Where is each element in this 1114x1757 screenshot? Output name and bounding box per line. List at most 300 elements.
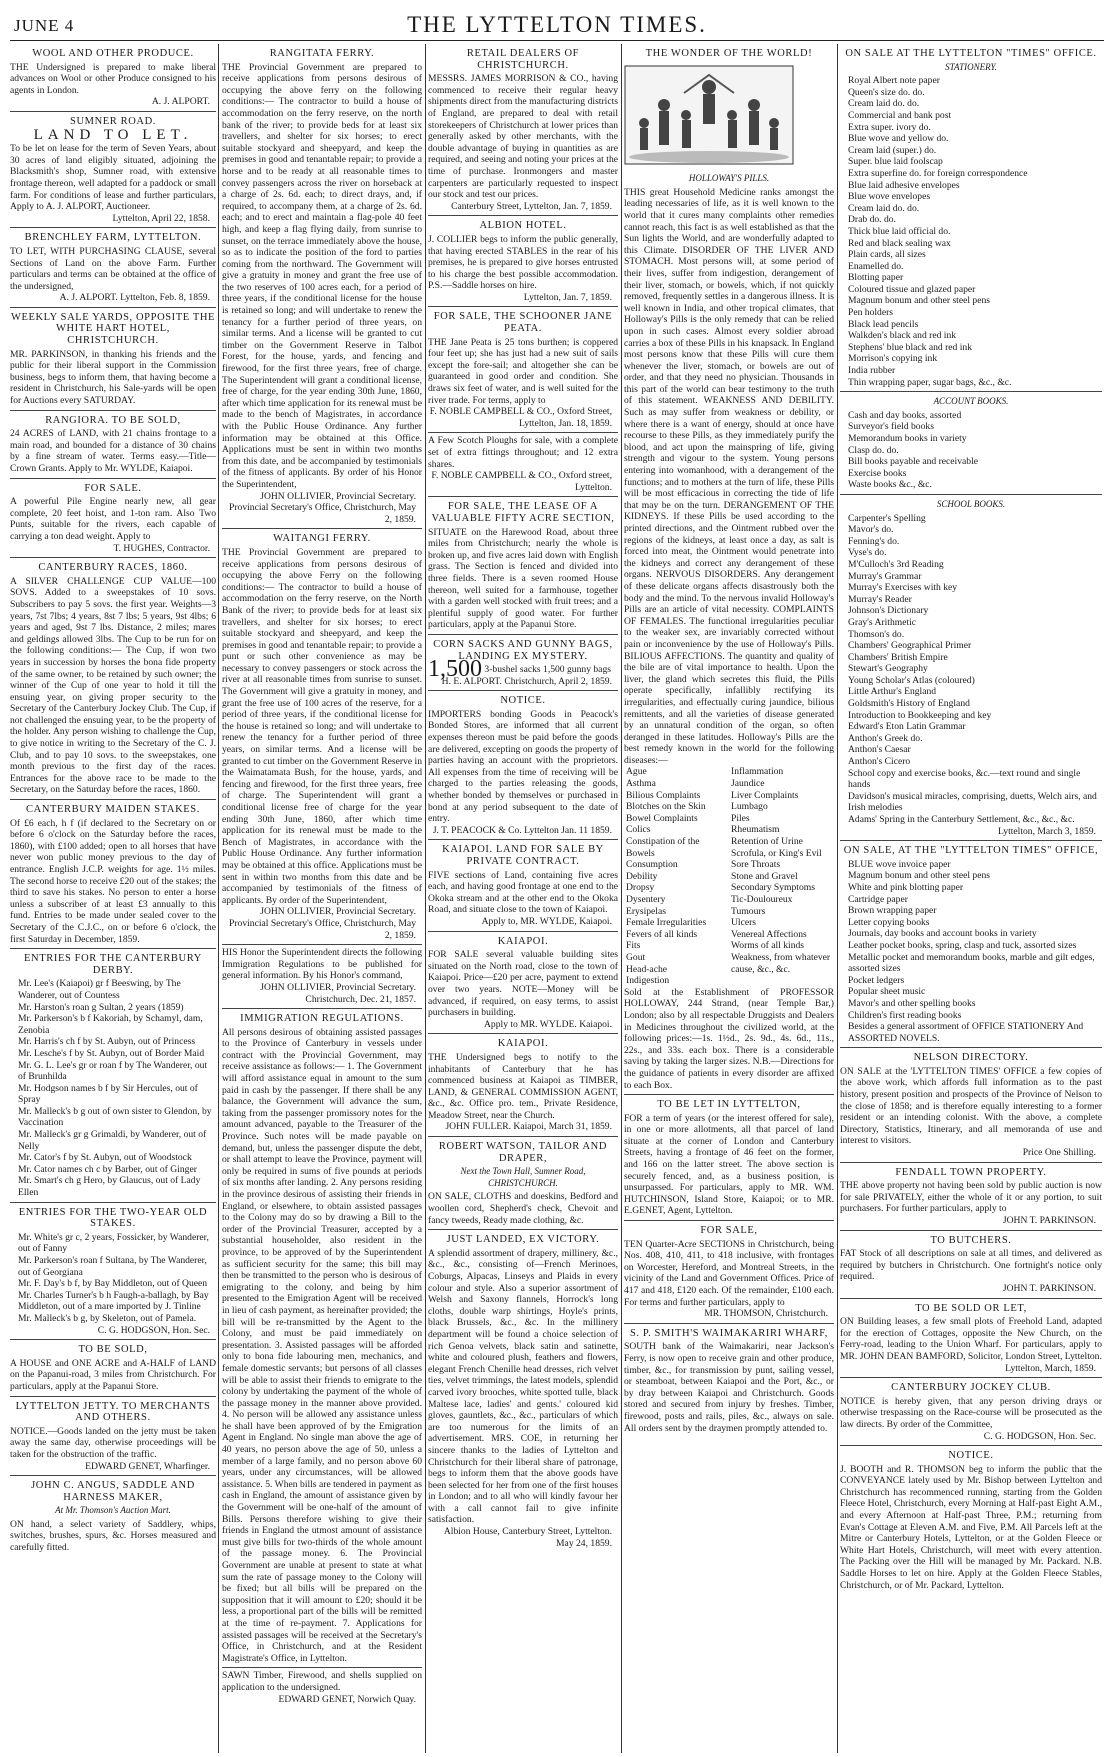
disease-item: Piles [731,812,750,824]
advertisement [428,1137,618,1230]
advertisement [222,1668,422,1708]
ad-body: ON hand, a select variety of Saddlery, whips, switches, brushes, spurs, &c. Horses measured and carefully fitted. [10,1518,216,1554]
ad-list-item: Blue wove envelopes [848,191,931,203]
ad-signature: JOHN OLLIVIER, Provincial Secretary. Provincial Secretary's Office, Christchurch, May 2, 1859. [229,906,416,941]
advertisement [624,1324,834,1437]
ad-body: TO LET, WITH PURCHASING CLAUSE, several Sections of Land on the above Farm. Further particulars and terms can be obtained at the office of the undersigned, [10,245,216,292]
ad-subheading: ACCOUNT BOOKS. [933,396,1009,407]
ad-list-item: Cash and day books, assorted [848,409,962,421]
disease-item: Ulcers [731,917,757,929]
ad-body: THE Undersigned begs to notify to the inhabitants of Canterbury that he has commenced business at Kaiapoi as TIMBER, LAND, & GENERAL COMMISSION AGENT, &c., &c. Office pro. tem., Private Residence, Meadow Street, near the Church. [428,1051,618,1121]
disease-item: Inflammation [731,766,784,778]
ad-signature: JOHN T. PARKINSON. [1002,1215,1096,1226]
ad-signature: J. T. PEACOCK & Co. Lyttelton Jan. 11 1859. [432,824,612,836]
ad-heading: BRENCHLEY FARM, LYTTELTON. [24,232,202,244]
ad-list-item: M'Culloch's 3rd Reading [848,558,944,570]
disease-item: Constipation of the Bowels [626,836,700,859]
ad-list-item: Extra superfine do. for foreign correspondence [848,167,1028,179]
ad-heading: ON SALE, AT THE "LYTTELTON TIMES" OFFICE, [843,845,1099,857]
ad-heading: TO BE SOLD, [78,1344,148,1356]
ad-body: THE Provincial Government are prepared to receive applications from persons desirous of occupying the above Ferry on the following conditions:— The contractor to build a house of accommodation on the ferry reserve, on the North Bank of the river; to provide beds for at least six travellers, and shelter for six horses; to erect suitable stockyard and sheepyard, and keep the premises in good and tenantable repair; to provide a punt or such other convenience as may be necessary to convey passengers or stock across the river at all reasonable times from sunrise to sunset. The Government will give a gratuity in money, and grant the free use of 100 acres of the reserve, for a period of three years, if the conditional license for the house is retained so long; and will undertake to renew the tenancy for a further period of three years, on similar terms. And a license will be granted to cut timber on the Government Reserve in the Waimatamata Bush, for the house, yards, and fencing and firewood, for the first three years, free of charge. The Superintendent will grant a conditional license free of charge for the year ending 30th June, 1860, after which time application for its renewal must be made to the Bench of Magistrates, in accordance with the Public House Ordinance. Any further information may be obtained at this office. Applications must be sent in within two months from this date and be accompanied by testimonials of the fitness of applicants. By order of the Superintendent, [222,546,422,906]
advertisement [840,841,1102,1048]
ad-list-item: Besides a general assortment of OFFICE STATIONERY And ASSORTED NOVELS. [848,1021,1084,1044]
ad-heading: RANGITATA FERRY. [269,48,375,59]
disease-item: Dropsy [626,882,655,894]
ad-heading: SUMNER ROAD. [70,115,156,127]
advertisement [428,1034,618,1137]
ad-list-item: Anthon's Caesar [848,744,911,756]
ad-list-item: Mr. Cator names ch c by Barber, out of Ginger [18,1163,197,1175]
ad-list-item: Mr. Cator's f by St. Aubyn, out of Woodstock [18,1152,192,1164]
ad-heading: JOHN C. ANGUS, SADDLE AND HARNESS MAKER, [31,1480,195,1503]
ad-signature: T. HUGHES, Contractor. [113,542,210,554]
advertisement [428,932,618,1035]
ad-body: J. BOOTH and R. THOMSON beg to inform the public that the CONVEYANCE lately used by Mr. Bishop between Lyttelton and Christchurch has recommenced running, starting from the Golden Fleece Hotel, Christchurch, every Morning at Half-past Eight A.M., and every Afternoon at Half-past Three, P.M.; returning from Evan's Cottage at Eleven A.M. and Five, P.M. All Parcels left at the Mitre or Canterbury Hotels, Lyttelton, or at the Golden Fleece or White Hart Hotels, Christchurch, will meet with every attention. The Packing over the Hill will be managed by Mr. Packard. N.B. Saddle Horses to let on hire. Apply at the Golden Fleece Stables, Christchurch, or of Mr. Packard, Lyttelton. [840,1463,1102,1591]
ad-heading: JUST LANDED, EX VICTORY. [446,1234,600,1246]
ad-subheading: Next the Town Hall, Sumner Road, CHRISTCHURCH. [460,1166,586,1188]
advertisement [10,1476,216,1557]
ad-heading: IMMIGRATION REGULATIONS. [240,1013,404,1025]
disease-item: Stone and Gravel [731,870,798,882]
ad-heading: TO BE LET IN LYTTELTON, [657,1099,801,1111]
masthead-rule [10,40,1104,41]
ad-list-item: Carpenter's Spelling [848,512,926,524]
ad-list-item: Extra super. ivory do. [848,121,931,133]
ad-body: NOTICE.—Goods landed on the jetty must be taken away the same day, otherwise proceedings will be taken for the obstruction of the traffic. [10,1425,216,1460]
advertisement [428,840,618,931]
ad-heading: NOTICE. [500,695,546,707]
disease-item: Fits [626,940,641,952]
ad-heading: FOR SALE. [84,482,142,494]
ad-body: To be let on lease for the term of Seven Years, about 30 acres of land eligibly situated, adjoining the Blacksmith's shop, Sumner road, with extensive frontage thereon, well adapted for a paddock or small farm. For conditions of lease and further particulars, Apply to A. J. ALPORT, Auctioneer. [10,143,216,213]
ad-body: SOUTH bank of the Waimakariri, near Jackson's Ferry, is now open to receive grain and other produce, timber, &c., for transmission by punt, sailing vessel, or steamboat, between Kaiapoi and the Port, &c., or by dray between Kaiapoi and Christchurch. Goods stored and secured from injury by freshes. Timber, firewood, posts and rails, piles, &c., always on sale. All orders sent by the draymen promptly attended to. [624,1341,834,1434]
ad-list-item: Adams' Spring in the Canterbury Settlement, &c., &c., &c. [848,814,1075,825]
ad-list-item: Pocket ledgers [848,974,905,986]
ad-heading: ON SALE AT THE LYTTELTON "TIMES" OFFICE. [845,48,1097,59]
ad-list-item: Mr. Charles Turner's b h Faugh-a-ballagh, by Bay Middleton, out of a mare imported by J. Tinline [18,1289,209,1313]
ad-list-item: Young Scholar's Atlas (coloured) [848,674,975,686]
advertisement [840,392,1102,495]
ad-list-item: Enamelled do. [848,260,904,272]
ad-heading: THE WONDER OF THE WORLD! [645,48,813,59]
ad-list-item: Surveyor's field books [848,421,934,433]
advertisement [428,691,618,840]
ad-list-item: Gray's Arithmetic [848,616,917,628]
ad-list-item: Queen's size do. do. [848,86,925,98]
ad-body: All persons desirous of obtaining assisted passages to the Province of Canterbury in vessels under contract with the Provincial Government, may receive assistance as follows:— 1. The Government will afford assistance equal in amount to the sum paid in cash by the passenger. If there shall be any balance, the Government will advance the sum, taking from the passenger promissory notes for the amount advanced, payable to the Treasurer of the Province. Such notes will be made payable on demand, but, unless the passenger dispute the debt, or shall attempt to leave the Province, payment will only be required in sums of five pounds at periods of six months after landing. 2. Any persons residing in the province desirous of assisting their friends in England, or elsewhere, to obtain assisted passages to the Colony may do so by drawing a Bill to the order of the Provincial Treasurer, accepted by a substantial householder, also resident in the province, to be approved of by the Superintendent as sufficient security for the same; this bill may then be transmitted to the person who is desirous of emigrating to the colony, and being by him presented to the Emigration Agent will be received in lieu of cash payment, as hereinafter provided; the bill will be re-transmitted by the Agent to the Colony, and must be paid immediately on presentation. 3. Assisted passages will be afforded only to bona fide labouring men, mechanics, and female domestic servants; but persons of all classes will be able to assist their friends to emigrate to the colony by undertaking the payment of the whole of the passage money in the manner above provided. 4. No person will be allowed any assistance unless he shall have been approved of by the Emigration Agent in England. No single man above the age of 40 years, no person above the age of 50, unless a member of a large family, and no person above 60 years, under any circumstances, will be allowed assistance. 5. When bills are tendered in payment as cash in England, the amount of assistance given by the Government will be one-half of the amount of Bills. Persons therefore wishing to give their friends in England the utmost amount of assistance must give bills for two-thirds of the whole amount of the passage money. 6. The Provincial Government are unable at present to state at what sum the rate of passage money to the Colony will be fixed; but all bills will be prepared on the supposition that it will amount to £20; should it be less, a proportional part of the bills will be remitted at the time of re-payment. 7. Applications for assisted passages will be received at the Secretary's Office, in Christchurch, and at the Resident Magistrate's Office, in Lyttelton. [222,1026,422,1664]
ad-body: THE above property not having been sold by public auction is now for sale PRIVATELY, either the whole of it or any portion, to suit purchasers. For further particulars, apply to [840,1180,1102,1215]
ad-quantity: 1,500 [428,656,482,683]
advertisement [428,216,618,307]
ad-heading: KAIAPOI. LAND FOR SALE BY PRIVATE CONTRACT. [442,844,604,867]
ad-list-item: Stewart's Geography [848,663,928,675]
ad-list-item: Chambers' British Empire [848,651,948,663]
ad-list-item: Walkden's black and red ink [848,330,957,342]
ad-signature: Lyttelton, March 3, 1859. [997,825,1096,837]
ad-list-item: Metallic pocket and memorandum books, marble and gilt edges, assorted sizes [848,951,1095,975]
column-1 [10,44,216,1753]
ad-list-item: Thin wrapping paper, sugar bags, &c., &c. [848,376,1012,388]
disease-item: Ague [626,766,647,778]
disease-item: Bowel Complaints [626,812,698,824]
ad-list-item: School copy and exercise books, &c.—text round and single hands [848,767,1081,791]
ad-body: A powerful Pile Engine nearly new, all gear complete, 20 feet hoist, and 1-ton ram. Also Two Punts, suitable for the rivers, each capable of carrying a ton dead weight. Apply to [10,496,216,542]
ad-heading: ENTRIES FOR THE CANTERBURY DERBY. [24,953,202,976]
ad-list-item: Royal Albert note paper [848,75,940,87]
ad-list-item: Stephens' blue black and red ink [848,341,973,353]
ad-list-item: Magnum bonum and other steel pens [848,870,991,882]
ad-list-item: Cream laid do. do. [848,98,920,110]
disease-item: Lumbago [731,801,768,813]
ad-list-item: Black lead pencils [848,318,919,330]
column-divider [425,44,426,1753]
advertisement [428,307,618,433]
advertisement [10,800,216,949]
ad-list-item: Children's first reading books [848,1009,962,1021]
disease-item: Female Irregularities [626,917,707,929]
ad-heading: ENTRIES FOR THE TWO-YEAR OLD STAKES. [18,1206,208,1230]
ad-list-item: Introduction to Bookkeeping and key [848,709,992,721]
ad-list-item: Cream laid do. do. [848,202,920,214]
advertisement [222,44,422,529]
disease-item: Head-ache [626,963,668,975]
advertisement [10,558,216,800]
ad-list-item: Leather pocket books, spring, clasp and tuck, assorted sizes [848,939,1077,951]
ad-signature: F. NOBLE CAMPBELL & CO., Oxford Street, Lyttelton, Jan. 18, 1859. [429,406,612,429]
ad-list-item: Mr. G. L. Lee's gr or roan f by The Wanderer, out of Brunhilda [18,1059,208,1083]
column-divider [837,44,838,1753]
advertisement [428,1230,618,1552]
advertisement [428,635,618,691]
holloway-engraving-image [624,65,794,165]
disease-item: Liver Complaints [731,789,799,801]
ad-heading: RETAIL DEALERS OF CHRISTCHURCH. [466,48,580,71]
disease-item: Weakness, from whatever cause, &c., &c. [731,951,831,975]
ad-signature: C. G. HODGSON, Hon. Sec. [97,1324,210,1336]
advertisement [840,1231,1102,1299]
ad-body: A HOUSE and ONE ACRE and A-HALF of LAND on the Papanui-road, 3 miles from Christchurch. For particulars, apply at the Papanui Store. [10,1357,216,1392]
ad-list-item: Super. blue laid foolscap [848,156,943,168]
advertisement [428,433,618,497]
ad-list [10,978,216,1198]
advertisement [10,228,216,308]
column-2 [222,44,422,1753]
ad-list-item: Drab do. do. [848,214,896,226]
disease-item: Fevers of all kinds [626,928,698,940]
advertisement [624,44,834,1095]
ad-list-item: Mr. Lee's (Kaiapoi) gr f Beeswing, by The Wanderer, out of Countess [18,978,181,1001]
disease-item: Scrofula, or King's Evil [731,847,822,859]
ad-signature: Canterbury Street, Lyttelton, Jan. 7, 1859. [451,200,612,212]
ad-list-item: Thick blue laid official do. [848,225,951,237]
ad-list-item: Edward's Eton Latin Grammar [848,721,966,733]
advertisement [428,497,618,635]
ad-signature: A. J. ALPORT. Lyttelton, Feb. 8, 1859. [59,292,210,304]
ad-heading: CANTERBURY RACES, 1860. [38,562,188,574]
ad-body: IMPORTERS bonding Goods in Peacock's Bonded Stores, are informed that all current expenses thereon must be paid before the goods are delivered, excepting on goods the property of parties having an account with the proprietors. All expenses from the time of receiving will be charged to the parties releasing the goods, whether bonded by themselves or purchased in bond at any period subsequent to the date of entry. [428,708,618,825]
advertisement [840,1299,1102,1379]
ad-list-item: Coloured tissue and glazed paper [848,283,976,295]
ad-heading: WEEKLY SALE YARDS, OPPOSITE THE WHITE HART HOTEL, CHRISTCHURCH. [10,311,216,347]
advertisement [624,1095,834,1221]
ad-body: J. COLLIER begs to inform the public generally, that having erected STABLES in the rear of his premises, he is prepared to give horses entrusted to his charge the best possible accommodation. P.S.—Saddle horses on hire. [428,233,618,292]
ad-list-item: Brown wrapping paper [848,905,937,917]
ad-list-item: Magnum bonum and other steel pens [848,295,991,307]
ad-list-item: Blue wove and yellow do. [848,133,949,145]
ad-body: SAWN Timber, Firewood, and shells supplied on application to the undersigned. [222,1670,422,1693]
ad-signature: JOHN OLLIVIER, Provincial Secretary. Provincial Secretary's Office, Christchurch, May 2, 1859. [229,490,416,525]
disease-item: Tumours [731,905,766,917]
disease-item: Jaundice [731,778,765,790]
ad-list-item: Exercise books [848,467,907,479]
advertisement [222,1009,422,1668]
ad-heading: ROBERT WATSON, TAILOR AND DRAPER, [438,1141,608,1164]
column-5 [840,44,1102,1753]
ad-signature: Lyttelton, Jan. 7, 1859. [523,291,612,303]
disease-list-left [624,766,729,986]
ad-list-item: Mr. White's gr c, 2 years, Fossicker, by Wanderer, out of Fanny [18,1231,209,1255]
disease-list [624,766,834,986]
ad-signature: EDWARD GENET, Wharfinger. [85,1460,210,1472]
disease-item: Erysipelas [626,905,666,917]
ad-list-item: Memorandum books in variety [848,433,967,444]
advertisement [222,529,422,945]
ad-list-item: Mr. Hodgson names b f by Sir Hercules, out of Spray [18,1082,198,1106]
ad-list-item: Pen holders [848,307,894,319]
ad-body: THE Jane Peata is 25 tons burthen; is coppered four feet up; she has just had a new suit of sails except the fore-sail; and altogether she can be guaranteed in good order and condition. She draws six feet of water, and is well suited for the river trade. For terms, apply to [428,336,618,406]
advertisement [10,112,216,228]
ad-list-item: Mr. F. Day's b f, by Bay Middleton, out of Queen [18,1278,208,1290]
newspaper-title: THE LYTTELTON TIMES. [407,12,707,37]
ad-list-item: Goldsmith's History of England [848,698,970,710]
advertisement [10,479,216,559]
ad-list-item: Mr. Malleck's b g, by Skeleton, out of Pamela. [18,1312,197,1324]
ad-body: THIS great Household Medicine ranks amongst the leading necessaries of life, as it is well known to the world that it cures many complaints other remedies cannot reach, this fact is as well established as that the Sun lights the World, and are wonderfully adapted to this Climate. DISORDER OF THE LIVER AND STOMACH. Most persons will, at some period of their lives, suffer from indigestion, derangement of their liver, stomach, or bowels, which, if not quickly removed, frequently settles in a dangerous illness. It is well known in India, and other tropical climates, that Holloway's Pills is the only remedy that can be relied upon in such cases. Almost every soldier abroad carries a box of these Pills in his knapsack. In England most persons know that these Pills will cure them whenever the liver, stomach, or bowels are out of order, and that they need no physician. Thousands in this part of the world can bear testimony to the truth of this statement. WEAKNESS AND DEBILITY. Such as may suffer from weakness or debility, or where there is a want of energy, should at once have recourse to these Pills, as they immediately purify the blood, and act upon the mainspring of life, giving strength and vigour to the system. Young persons entering into womanhood, with a derangement of the functions; and to mothers at the turn of life, these Pills will be most efficacious in correcting the tide of life that may be on the turn. DERANGEMENT OF THE KIDNEYS. If these Pills be used according to the printed directions, and the Ointment rubbed over the regions of the kidneys, at least once a day, as salt is forced into meat, the Ointment would penetrate into the kidneys and correct any derangement of these organs. NERVOUS DISORDERS. Any derangement of these delicate organs affects disastrously both the body and the mind. To the nervous invalid Holloway's Pills are an article of vital necessity. COMPLAINTS OF FEMALES. The functional irregularities peculiar to the weaker sex, are invariably corrected without pain or inconvenience by the use of Holloway's Pills. BILIOUS AFFECTIONS. The quantity and quality of the bile are of vital importance to health. Upon the liver, the gland which secretes this fluid, the Pills operate specifically, infallibly rectifying its irregularities, and effectually curing jaundice, bilious remittents, and all the varieties of disease generated by an unnatural condition of the organ, so often deranged in these latitudes. Holloway's Pills are the best remedy known in the world for the following diseases:— [624,186,834,766]
ad-body: THE Undersigned is prepared to make liberal advances on Wool or other Produce consigned to his agents in London. [10,61,216,96]
ad-heading: RANGIORA. TO BE SOLD, [45,414,181,426]
ad-list-item: Bill books payable and receivable [848,456,979,468]
ad-list-item: Davidson's musical miracles, comprising, duetts, Welch airs, and Irish melodies [848,790,1097,814]
page-date: JUNE 4 [14,16,75,35]
disease-item: Indigestion [626,975,670,987]
ad-list-item: Anthon's Greek do. [848,732,923,744]
disease-item: Consumption [626,859,678,871]
ad-list [840,859,1102,1045]
ad-body: MESSRS. JAMES MORRISON & CO., having commenced to receive their regular heavy shipments direct from the manufacturing districts of England, are prepared to deal with retail storekeepers of Christchurch at lower prices than generally asked by other merchants, with the double advantage of buying in quantities as are required, and seeing and noting your prices at the time of purchase. Ironmongers and master carpenters are particularly requested to inspect our stock and test our prices. [428,73,618,201]
ad-body: HIS Honor the Superintendent directs the following Immigration Regulations to be published for general information. By his Honor's command, [222,947,422,982]
ad-heading: TO BUTCHERS. [930,1234,1012,1246]
ad-list-item: Murray's Reader [848,593,912,605]
ad-body: MR. PARKINSON, in thanking his friends and the public for their liberal support in the Commission business, begs to inform them, that having become a resident in Christchurch, his Sale-yards will be open for Auctions every SATURDAY. [10,348,216,407]
ad-heading: LYTTELTON JETTY. TO MERCHANTS AND OTHERS. [15,1400,211,1424]
disease-item: Blotches on the Skin [626,801,706,813]
ad-signature: Apply to MR. WYLDE. Kaiapoi. [484,1018,612,1030]
advertisement [10,949,216,1202]
ad-heading: FOR SALE, [700,1225,758,1237]
ad-heading: NOTICE. [948,1450,994,1462]
disease-item: Retention of Urine [731,836,803,848]
ad-list-item: Mr. Harston's roan g Sultan, 2 years (1859) [18,1001,184,1013]
advertisement [840,1163,1102,1231]
ad-quantity-text: 3-bushel sacks 1,500 gunny bags [484,664,611,676]
ad-heading: ALBION HOTEL. [479,220,567,232]
ad-signature: Lyttelton, March, 1859. [1005,1362,1096,1374]
ad-body: Of £6 each, h f (if declared to the Secretary on or before 6 o'clock on the Saturday before the races, 1860), with £100 added; open to all horses that have never won public money previous to the day of entrance. English J.C.P. weights for age. 1½ miles. The second horse to receive £20 out of the stakes; the third to save his stakes. No person to enter a horse unless a subscriber of at least £3 annually to this fund. Entries to be made under sealed cover to the Secretary of the C.J.C., on or before 6 o'clock, the first Saturday in December, 1859. [10,817,216,945]
ad-list-item: White and pink blotting paper [848,881,964,893]
ad-list-item: BLUE wove invoice paper [848,858,951,870]
ad-list-item: Murray's Exercises with key [848,582,958,594]
advertisement [840,44,1102,392]
disease-item: Sore Throats [731,859,781,871]
ad-body: TEN Quarter-Acre SECTIONS in Christchurch, being Nos. 408, 410, 411, to 418 inclusive, with frontages on Worcester, Hereford, and Montreal Streets, in the vicinity of the Land and Government Offices. Price of 417 and 418, £120 each. Of the remainder, £100 each. For terms and further particulars, apply to [624,1238,834,1308]
ad-body: NOTICE is hereby given, that any person driving drays or otherwise trespassing on the Race-course will be prosecuted as the law directs. By order of the Committee, [840,1395,1102,1430]
ad-signature: JOHN T. PARKINSON. [1002,1282,1096,1294]
ad-signature: F. NOBLE CAMPBELL & CO., Oxford street, Lyttelton. [431,470,612,493]
ad-signature: C. G. HODGSON, Hon. Sec. [983,1430,1096,1442]
ad-list-item: Mr. Harris's ch f by St. Aubyn, out of Princess [18,1036,196,1048]
column-divider [218,44,219,1753]
ad-list-item: Cartridge paper [848,893,908,905]
ad-list-item: Chambers' Geographical Primer [848,640,972,652]
ad-heading: KAIAPOI. [497,935,549,947]
ad-signature: MR. THOMSON, Christchurch. [704,1308,828,1320]
ad-body: ON Building leases, a few small plots of Freehold Land, adapted for the erection of Cottages, opposite the New Church, on the Ferry-road, leading to the Union Wharf. For particulars, apply to MR. JOHN DEAN BAMFORD, Solicitor, London Street, Lyttelton. [840,1316,1102,1362]
ad-list-item: Mavor's do. [848,524,894,536]
ad-heading: FENDALL TOWN PROPERTY. [895,1166,1047,1178]
ad-body: ON SALE, CLOTHS and doeskins, Bedford and woollen cord, Shepherd's check, Chevoit and fancy tweeds, Ready made clothing, &c. [428,1191,618,1226]
ad-list [840,75,1102,388]
ad-heading: WAITANGI FERRY. [273,533,371,545]
advertisement [840,495,1102,841]
ad-list-item: Mr. Parkerson's roan f Sultana, by The Wanderer, out of Georgiana [18,1255,207,1278]
ad-heading: KAIAPOI. [497,1038,549,1050]
ad-body: A Few Scotch Ploughs for sale, with a complete set of extra fittings throughout; and 12 extra shares. [428,435,618,470]
disease-item: Worms of all kinds [731,940,805,952]
disease-item: Asthma [626,778,656,790]
ad-list-item: Clasp do. do. [848,444,899,456]
ad-list-item: Plain cards, all sizes [848,249,926,261]
ad-signature: EDWARD GENET, Norwich Quay. [278,1693,416,1705]
ad-subheading: HOLLOWAY'S PILLS. [688,173,770,184]
ad-list-item: Mr. Malleck's gr g Grimaldi, by Wanderer, out of Nelly [18,1129,207,1152]
ad-list-item: India rubber [848,365,896,377]
ad-list-item: Little Arthur's England [848,686,937,698]
ad-heading: CANTERBURY MAIDEN STAKES. [26,804,200,816]
ad-heading: NELSON DIRECTORY. [913,1052,1029,1064]
ad-heading: FOR SALE, THE LEASE OF A VALUABLE FIFTY ACRE SECTION, [431,501,615,524]
ad-signature: Apply to, MR. WYLDE, Kaiapoi. [481,915,612,927]
ad-body: THE Provincial Government are prepared to receive applications from persons desirous of occupying the above ferry on the following conditions:— The contractor to build a house of accommodation on the ferry reserve, on the north bank of the river; to provide beds for at least six travellers, and shelter for six horses; to erect suitable stockyard and sheepyard, and keep the premises in good and tenantable repair; to provide a horse and to be ready at all reasonable times to convey passengers across the river on horseback at a charge of 2s. 6d. each; to direct drays, and, if required, to accompany them, at a charge of 2s. 6d. each; and to erect and maintain a flag-pole 40 feet high, and keep a flag flying daily, from sunrise to sunset, on the terrace immediately above the house, so as to indicate the position of the ford to parties coming from the northward. The Government will give a gratuity in money and grant the free use of the two reserves of 100 acres each, for a period of three years, if the conditional license for the house is retained so long; and will undertake to renew the tenancy for a further period of three years, on similar terms. And a license will be granted to cut timber on the Government Reserve in Talbot Forest, for the house, yards, and fencing and firewood, for the first three years, free of charge. The Superintendent will grant a conditional license, free of charge, for the year ending 30th June, 1860, after which time application for its renewal must be made to the bench of Magistrates, in accordance with the Public House Ordinance. Any further information may be obtained at this Office. Applications must be sent in within two months from this date, and be accompanied by testimonials of the fitness of applicants. By order of his Honor the Superintendent, [222,61,422,490]
column-divider [621,44,622,1753]
advertisement [10,44,216,112]
ad-signature: Lyttelton, April 22, 1858. [112,212,210,224]
ad-list-item: Johnson's Dictionary [848,605,929,617]
disease-item: Secondary Symptoms [731,882,815,894]
advertisement [10,1397,216,1477]
ad-signature: Price One Shilling. [1022,1147,1096,1159]
advertisement [624,1221,834,1324]
disease-item: Gout [626,951,646,963]
column-3 [428,44,618,1753]
ad-list-item: Journals, day books and account books in variety [848,928,1037,940]
ad-body: A SILVER CHALLENGE CUP VALUE—100 SOVS. Added to a sweepstakes of 10 sovs. Subscribers to pay 5 sovs. the first year. Weights—3 years, 7st 7lbs; 4 years, 8st 7 lbs; 5 years, 9st 4lbs; 6 years and aged, 9st 7 lbs. Distance, 2 miles; mares and geldings allowed 3lbs. The Cup to be run for on the following conditions:— The Cup, if won two years in succession by horses the bona fide property of the same owner, to be retained by such owner; the winner of the Cup of one year to hold it till the ensuing year, on giving proper security to the Secretary of the Canterbury Jockey Club. The Cup, if not challenged the ensuing year, to be the property of the holder. Any person wishing to challenge the Cup, to give notice in writing to the Secretary of the C. J. Club, and to pay 10 sovs. to the sweepstakes, one month previous to the first day of the races. Entrances for the above race to be made to the Secretary, on the Saturday before the races, 1860. [10,575,216,796]
ad-list [10,1232,216,1325]
ad-signature: JOHN FULLER. Kaiapoi, March 31, 1859. [445,1121,612,1133]
ad-body: A splendid assortment of drapery, millinery, &c., &c., &c., consisting of—French Merinoes, Coburgs, Alpacas, Linseys and Plaids in every colour and style. Also a superior assortment of Welsh and Saxony flannels, Horrock's long cloths, double warp shirtings, Hoyle's prints, black Brussels, &c., &c. In the millinery department will be found a choice selection of rich Genoa velvets, black satin and satinette, white and coloured plush, feathers and flowers, elegant French Chenille head dresses, rich velvet ties, velvet trimmings, the latest models, splendid carved ivory brooches, white spotted tulle, black Maltese lace, ladies' and gents.' coloured kid gloves, gauntlets, &c., &c., particulars of which are too numerous for the limits of an advertisement. MRS. COE, in returning her sincere thanks to the ladies of Lyttelton and Christchurch for their liberal share of patronage, begs to inform them that the above goods have been selected for her from one of the first houses in London; and to all who will kindly favour her with a call cannot fail to give infinite satisfaction. [428,1247,618,1526]
disease-item: Bilious Complaints [626,789,701,801]
disease-item: Colics [626,824,651,836]
disease-list-right [729,766,834,986]
ad-list-item: Fenning's do. [848,535,900,547]
ad-list-item: Morrison's copying ink [848,353,938,365]
advertisement [222,945,422,1009]
ad-body: FOR a term of years (or the interest offered for sale), in one or more allotments, all that parcel of land situate at the corner of London and Canterbury Streets, having a frontage of 46 feet on the former, and 166 on the latter street. The above section is securely fenced, and, as a business position, is unsurpassed. For particulars, apply to MR. WM. HUTCHINSON, Island Store, Kaiapoi; or to MR. E.GENET, Agent, Lyttelton. [624,1112,834,1217]
ad-signature: H. E. ALPORT. Christchurch, April 2, 1859. [441,675,612,687]
ad-list-item: Mr. Smart's ch g Hero, by Glaucus, out of Lady Ellen [18,1175,201,1199]
ad-body: SITUATE on the Harewood Road, about three miles from Christchurch; nearly the whole is broken up, and five acres laid down with English grass. The Section is fenced and divided into three fields. There is a seven roomed House thereon, well suited for a farmhouse, together with a garden well stocked with fruit trees; and a plentiful supply of good water. For further particulars, apply at the Papanui Store. [428,526,618,631]
advertisement [10,1203,216,1341]
ad-list-item: Mavor's and other spelling books [848,997,976,1009]
ad-heading: WOOL AND OTHER PRODUCE. [32,48,194,59]
ad-list [840,410,1102,491]
ad-body: ON SALE at the 'LYTTELTON TIMES' OFFICE a few copies of the above work, which affords full information as to the past history, present position and prospects of the Province of Nelson to the close of 1858; and is therefore equally interesting to a former resident or an intending colonist. With the above, a complete Directory, Statistics, Itinerary, and all memoranda of use and interest to visitors. [840,1065,1102,1147]
ad-list-item: Letter copying books [848,916,930,928]
ad-body: FOR SALE several valuable building sites situated on the North road, close to the town of Kaiapoi. Price—£20 per acre, payment to extend over two years. NOTE—Money will be advanced, if required, on easy terms, to assist purchasers in building. [428,949,618,1019]
ad-list-item: Murray's Grammar [848,570,922,582]
disease-item: Rheumatism [731,824,780,836]
advertisement [840,1378,1102,1446]
advertisement [10,411,216,479]
ad-subheading: At Mr. Thomson's Auction Mart. [55,1505,171,1516]
column-4 [624,44,834,1753]
ad-heading: FOR SALE, THE SCHOONER JANE PEATA. [433,311,613,335]
advertisement [840,1446,1102,1594]
ad-list-item: Anthon's Cicero [848,756,911,768]
ad-list-item: Popular sheet music [848,986,926,998]
ad-heading: CORN SACKS AND GUNNY BAGS, LANDING EX MYSTERY. [433,638,613,662]
ad-body: FAT Stock of all descriptions on sale at all times, and delivered as required by butchers in Christchurch. One fortnight's notice only required. [840,1248,1102,1283]
ad-list-item: Thomson's do. [848,628,905,640]
ad-display-heading: LAND TO LET. [33,126,193,143]
ad-signature: A. J. ALPORT. [151,96,210,108]
advertisement [10,308,216,411]
ad-list-item: Blotting paper [848,272,904,284]
disease-item: Venereal Affections [731,928,807,940]
ad-subheading: SCHOOL BOOKS. [936,498,1006,509]
ad-footnote: Sold at the Establishment of PROFESSOR HOLLOWAY, 244 Strand, (near Temple Bar,) London; also by all respectable Druggists and Dealers in Medicines throughout the civilized world, at the following prices:—1s. 1½d., 2s. 9d., 4s. 6d., 11s., 22s., and 33s. each box. There is a considerable saving by taking the larger sizes. N.B.—Directions for the guidance of patients in every disorder are affixed to each Box. [624,986,834,1091]
ad-list-item: Red and black sealing wax [848,237,951,249]
ad-body: FIVE sections of Land, containing five acres each, and having good frontage at one end to the Okoka stream and at the other end to the Okoka Road, and situate close to the town of Kaiapoi. [428,869,618,916]
ad-list-item: Cream laid (super.) do. [848,144,937,156]
ad-list-item: Vyse's do. [848,547,887,559]
advertisement [10,1340,216,1396]
advertisement [840,1048,1102,1162]
ad-body: 24 ACRES of LAND, with 21 chains frontage to a main road, and bounded for a distance of 30 chains by a fine stream of water. Terms easy.—Title—Crown Grants. Apply to Mr. WYLDE, Kaiapoi. [10,428,216,474]
ad-list-item: Blue laid adhesive envelopes [848,179,960,191]
ad-list-item: Commercial and bank post [848,109,952,121]
ad-list-item: Mr. Lesche's f by St. Aubyn, out of Border Maid [18,1047,205,1059]
ad-list-item: Mr. Malleck's b g out of own sister to Glendon, by Vaccination [18,1105,212,1129]
ad-subheading: STATIONERY. [945,61,997,72]
masthead [0,0,1114,40]
disease-item: Dysentery [626,894,666,905]
ad-heading: TO BE SOLD OR LET, [915,1302,1027,1314]
advertisement [428,44,618,216]
disease-item: Debility [626,870,658,882]
ad-heading: S. P. SMITH'S WAIMAKARIRI WHARF, [629,1327,829,1339]
ad-signature: Albion House, Canterbury Street, Lyttelton. May 24, 1859. [443,1526,612,1549]
ad-list-item: Waste books &c., &c. [848,479,932,491]
